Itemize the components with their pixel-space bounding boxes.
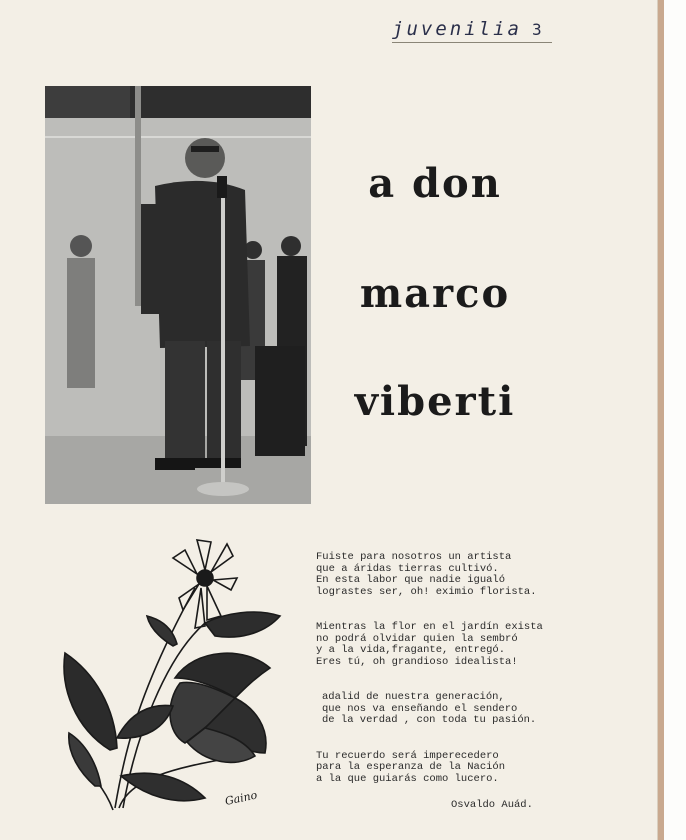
poem-line: adalid de nuestra generación,: [322, 691, 505, 703]
poem-line: que nos va enseñando el sendero: [322, 702, 518, 715]
title-line-3: viberti: [354, 378, 516, 425]
page-number: 3: [531, 20, 545, 39]
poem-line: Eres tú, oh grandioso idealista!: [316, 655, 518, 668]
poem-stanza-2: [316, 622, 576, 668]
poem-line: de la verdad , con toda tu pasión.: [322, 714, 537, 726]
poem-line: a la que guiarás como lucero.: [316, 772, 499, 785]
poem-stanza-3: [316, 692, 576, 727]
poem-line: que a áridas tierras cultivó.: [316, 562, 499, 575]
illustrator-signature: Gaino: [223, 788, 259, 808]
poem-line: y a la vida,fragante, entregó.: [316, 644, 506, 656]
flower-illustration: [55, 528, 295, 818]
poem-stanza-4: [316, 751, 576, 786]
poem-line: Mientras la flor en el jardín exista: [316, 621, 543, 633]
poem-line: no podrá olvidar quien la sembró: [316, 632, 518, 645]
page-header: [392, 18, 545, 40]
header-underline: [392, 42, 552, 43]
photo-icon: [45, 86, 311, 504]
title-line-1: a don: [368, 160, 502, 207]
poem-author-signature: Osvaldo Auád.: [451, 799, 533, 811]
magazine-name: juvenilia: [392, 18, 522, 40]
poem-line: Tu recuerdo será imperecedero: [316, 749, 499, 762]
page-edge: [658, 0, 664, 840]
poem-line: lograstes ser, oh! eximio florista.: [316, 585, 537, 598]
flower-drawing-icon: [55, 528, 295, 818]
speaker-photo: [45, 86, 311, 504]
title-line-2: marco: [359, 270, 511, 317]
poem-line: para la esperanza de la Nación: [316, 761, 506, 773]
poem-line: Fuiste para nosotros un artista: [316, 551, 512, 563]
poem: [316, 552, 576, 809]
poem-line: En esta labor que nadie igualó: [316, 574, 506, 586]
poem-stanza-1: [316, 552, 576, 598]
